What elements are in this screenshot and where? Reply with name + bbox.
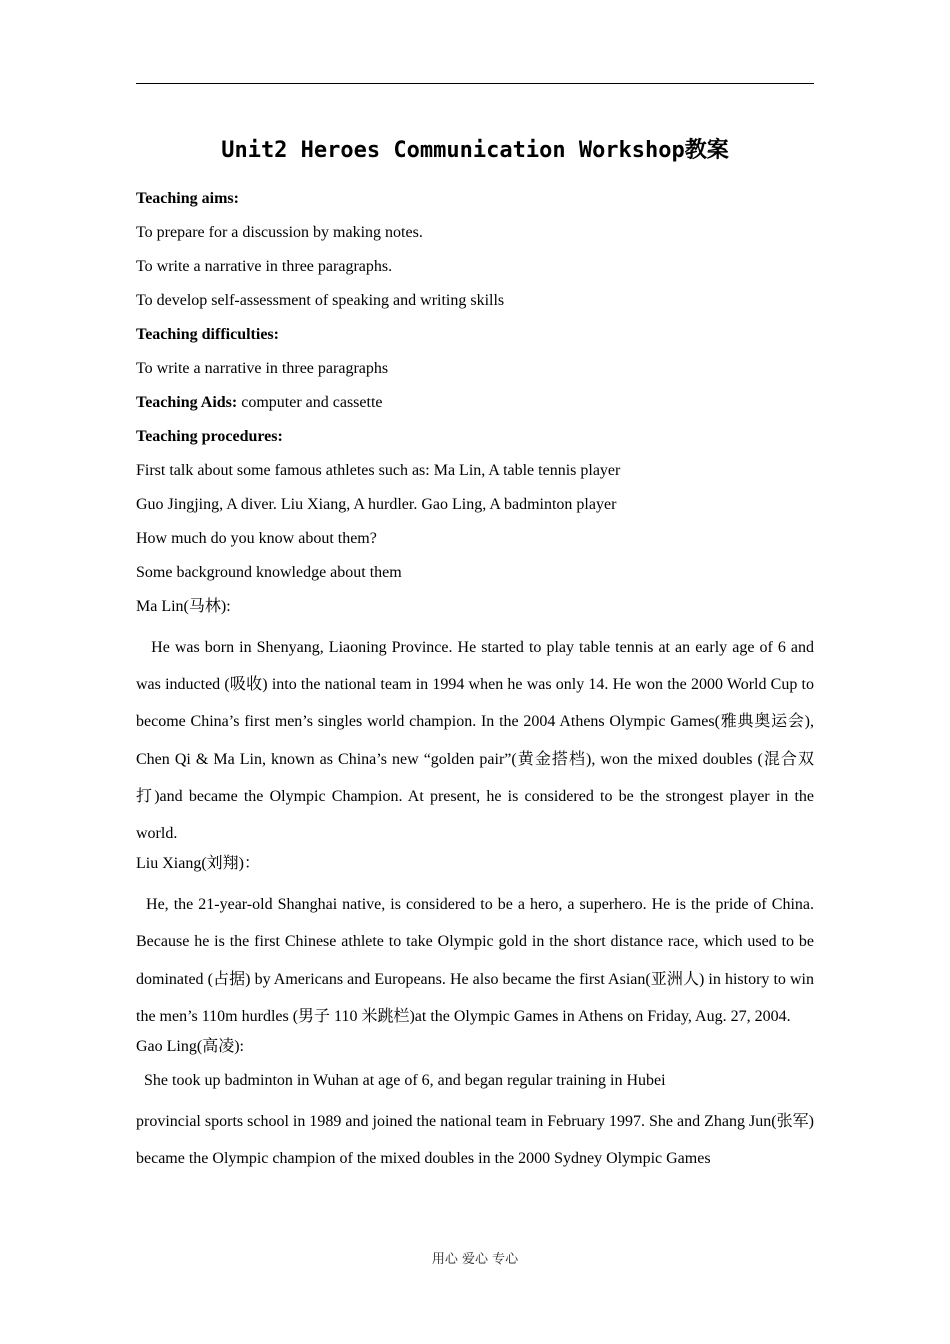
- teaching-difficulties-heading: Teaching difficulties:: [136, 326, 279, 343]
- procedure-item: Guo Jingjing, A diver. Liu Xiang, A hurdler. Gao Ling, A badminton player: [136, 496, 617, 513]
- difficulty-item: To write a narrative in three paragraphs: [136, 360, 389, 377]
- ma-lin-paragraph: He was born in Shenyang, Liaoning Province. He started to play table tennis at an early age of 6 and was inducted (吸收) into the national team in 1994 when he was only 14. He won the 2000 World Cup to become China’s first men’s singles world champion. In the 2004 Athens Olympic Games(雅典奥运会), Chen Qi & Ma Lin, known as China’s new “golden pair”(黄金搭档), won the mixed doubles (混合双打)and became the Olympic Champion. At present, he is considered to be the strongest player in the world.: [136, 639, 815, 843]
- gao-ling-heading: Gao Ling(高凌):: [136, 1038, 244, 1056]
- procedure-item: First talk about some famous athletes such as: Ma Lin, A table tennis player: [136, 462, 621, 479]
- procedure-item: How much do you know about them?: [136, 530, 377, 547]
- page-title: Unit2 Heroes Communication Workshop教案: [221, 138, 729, 163]
- aim-item: To develop self-assessment of speaking and writing skills: [136, 292, 505, 309]
- teaching-aims-heading: Teaching aims:: [136, 190, 239, 207]
- teaching-aids-label: Teaching Aids:: [136, 394, 238, 411]
- teaching-procedures-heading: Teaching procedures:: [136, 428, 283, 445]
- ma-lin-heading: Ma Lin(马林):: [136, 598, 231, 615]
- document-body: [136, 187, 814, 1177]
- procedure-item: Some background knowledge about them: [136, 564, 402, 581]
- teaching-aids-text: computer and cassette: [237, 394, 383, 411]
- gao-ling-paragraph: provincial sports school in 1989 and joined the national team in February 1997. She and Zhang Jun(张军) became the Olympic champion of the mixed doubles in the 2000 Sydney Olympic Games: [136, 1113, 814, 1168]
- aim-item: To write a narrative in three paragraphs.: [136, 258, 393, 275]
- liu-xiang-paragraph: He, the 21-year-old Shanghai native, is considered to be a hero, a superhero. He is the pride of China. Because he is the first Chinese athlete to take Olympic gold in the short distance race, which used to be dominated (占据) by Americans and Europeans. He also became the first Asian(亚洲人) in history to win the men’s 110m hurdles (男子 110 米跳栏)at the Olympic Games in Athens on Friday, Aug. 27, 2004.: [136, 896, 814, 1025]
- liu-xiang-heading: Liu Xiang(刘翔)：: [136, 855, 260, 873]
- page-footer: 用心 爱心 专心: [431, 1252, 519, 1267]
- header-rule: [136, 83, 814, 84]
- teaching-aids: [136, 391, 814, 425]
- aim-item: To prepare for a discussion by making notes.: [136, 224, 423, 241]
- gao-ling-first-line: She took up badminton in Wuhan at age of 6, and began regular training in Hubei: [136, 1072, 666, 1090]
